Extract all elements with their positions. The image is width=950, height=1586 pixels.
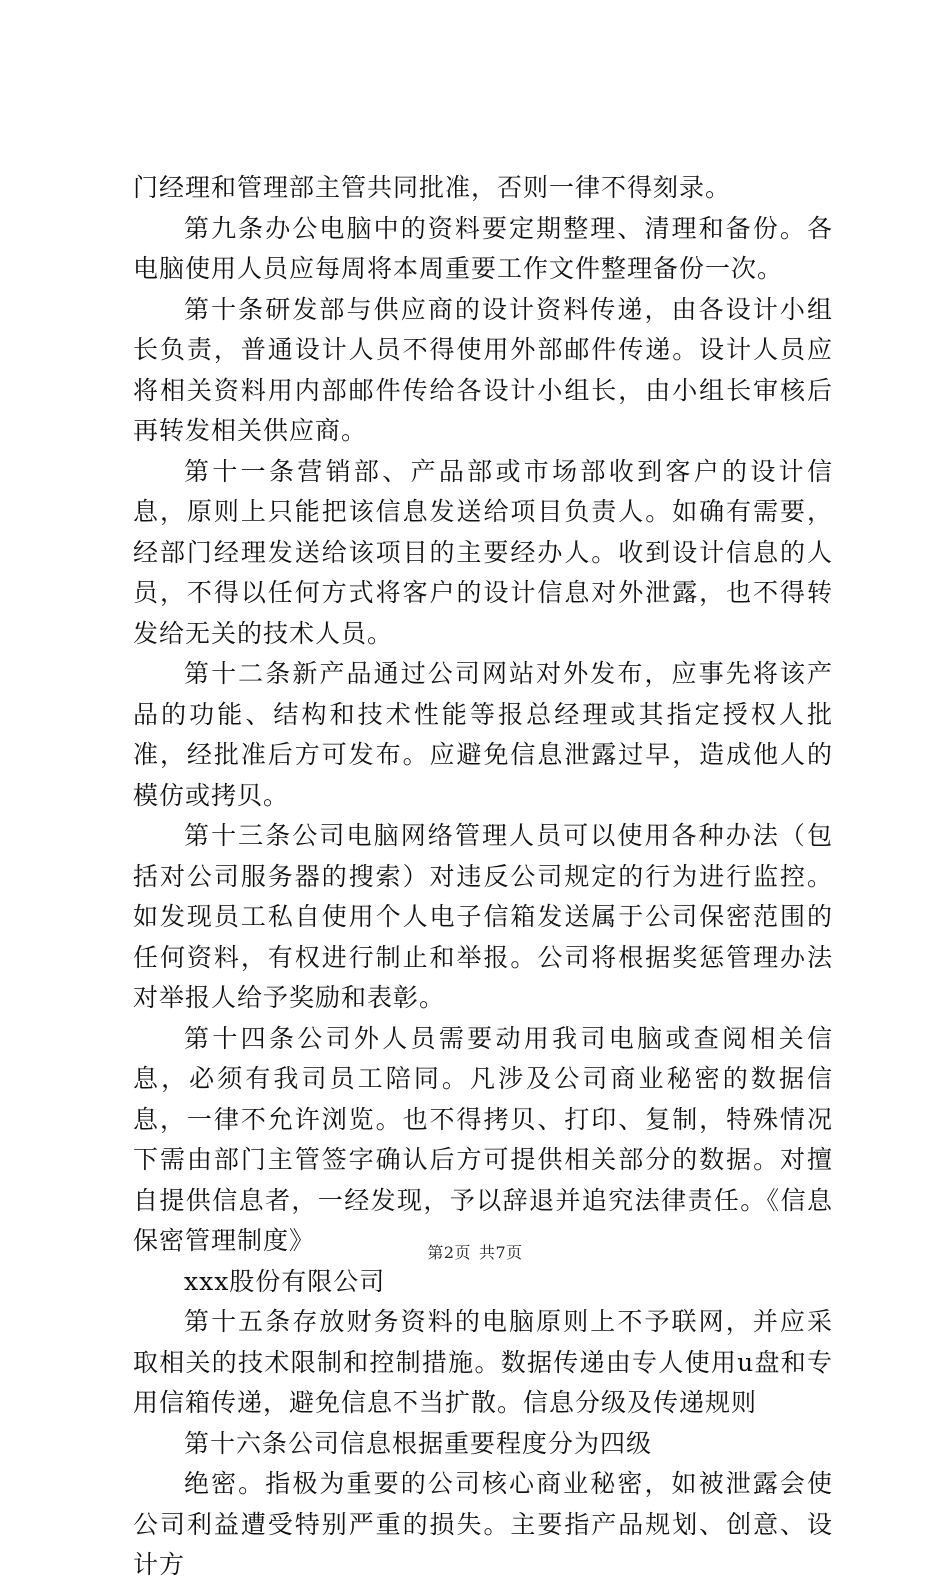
- paragraph: 第十二条新产品通过公司网站对外发布，应事先将该产品的功能、结构和技术性能等报总经理或其指定授权人批准，经批准后方可发布。应避免信息泄露过早，造成他人的模仿或拷贝。: [133, 659, 833, 810]
- paragraph: 第十三条公司电脑网络管理人员可以使用各种办法（包括对公司服务器的搜索）对违反公司规定的行为进行监控。如发现员工私自使用个人电子信箱发送属于公司保密范围的任何资料，有权进行制止和举报。公司将根据奖惩管理办法对举报人给予奖励和表彰。: [133, 821, 833, 1012]
- document-body: [133, 168, 833, 1586]
- page-number: 第2页: [427, 1243, 471, 1262]
- paragraph: 第十一条营销部、产品部或市场部收到客户的设计信息，原则上只能把该信息发送给项目负责人。如确有需要，经部门经理发送给该项目的主要经办人。收到设计信息的人员，不得以任何方式将客户的设计信息对外泄露，也不得转发给无关的技术人员。: [133, 456, 833, 648]
- paragraph: 第十五条存放财务资料的电脑原则上不予联网，并应采取相关的技术限制和控制措施。数据传递由专人使用u盘和专用信箱传递，避免信息不当扩散。信息分级及传递规则: [133, 1307, 833, 1417]
- paragraph: 第十六条公司信息根据重要程度分为四级: [184, 1428, 653, 1458]
- paragraph: 第十四条公司外人员需要动用我司电脑或查阅相关信息，必须有我司员工陪同。凡涉及公司商业秘密的数据信息，一律不允许浏览。也不得拷贝、打印、复制，特殊情况下需由部门主管签字确认后方可提供相关部分的数据。对擅自提供信息者，一经发现，予以辞退并追究法律责任。《信息保密管理制度》: [133, 1023, 833, 1255]
- paragraph: 门经理和管理部主管共同批准，否则一律不得刻录。: [133, 173, 732, 202]
- paragraph: 绝密。指极为重要的公司核心商业秘密，如被泄露会使公司利益遭受特别严重的损失。主要指产品规划、创意、设计方: [133, 1469, 833, 1579]
- company-name: xxx股份有限公司: [184, 1266, 386, 1296]
- paragraph: 第十条研发部与供应商的设计资料传递，由各设计小组长负责，普通设计人员不得使用外部邮件传递。设计人员应将相关资料用内部邮件传给各设计小组长，由小组长审核后再转发相关供应商。: [133, 294, 833, 445]
- page-total: 共7页: [479, 1243, 523, 1262]
- page-footer: [0, 1243, 950, 1263]
- paragraph: 第九条办公电脑中的资料要定期整理、清理和备份。各电脑使用人员应每周将本周重要工作文件整理备份一次。: [133, 213, 833, 283]
